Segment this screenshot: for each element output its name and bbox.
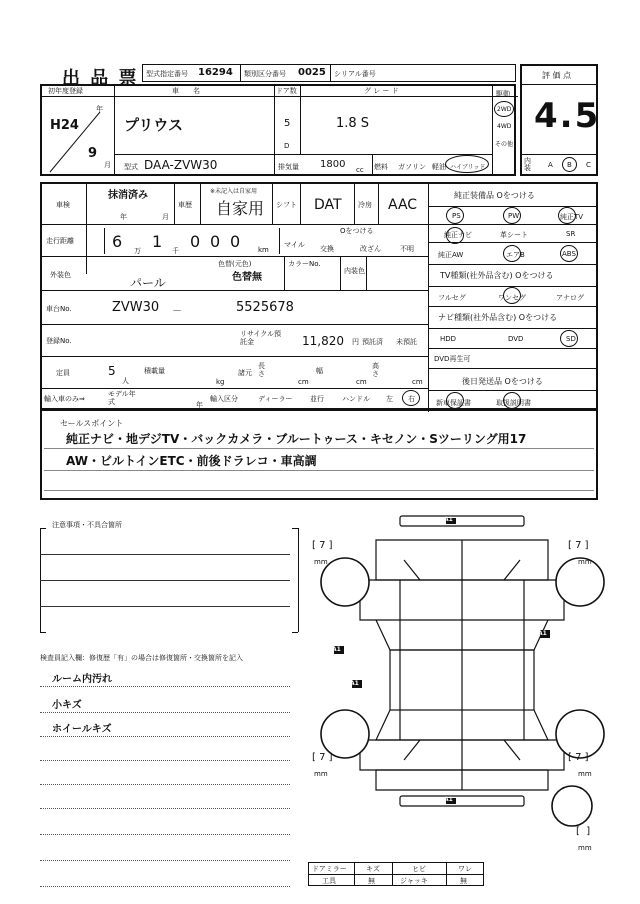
fuel-light: 軽油: [432, 163, 446, 171]
inspector-label: 検査員記入欄：修復歴「有」の場合は修復箇所・交換箇所を記入: [40, 654, 243, 662]
mile-note: Oをつける: [340, 227, 374, 235]
handle-left: 左: [386, 395, 393, 403]
first-reg-label: 初年度登録: [48, 87, 83, 95]
mileage-digit-2: 1: [152, 232, 163, 251]
equip-abs: ABS: [562, 250, 576, 258]
recycle-amount: 11,820: [302, 334, 344, 348]
mileage-unknown: 不明: [400, 245, 414, 253]
tread-rl: [ 7 ]: [312, 752, 333, 763]
equip-pw: PW: [508, 212, 520, 220]
damage-label-left-fender: A1: [332, 646, 341, 653]
drive-2wd: 2WD: [497, 106, 512, 113]
ins-month: 月: [162, 213, 169, 221]
mm-spare: mm: [578, 844, 592, 852]
mileage-digit-5: 0: [230, 232, 241, 251]
mm-fl: mm: [314, 558, 328, 566]
mileage-digit-3: 0: [190, 232, 201, 251]
model-year-unit: 年: [196, 401, 203, 409]
mm-rl: mm: [314, 770, 328, 778]
fuel-label: 燃料: [374, 163, 388, 171]
load-unit: kg: [216, 378, 225, 386]
drive-label: 駆動: [496, 90, 510, 98]
mileage-man: 万: [134, 247, 141, 255]
form-title: 出 品 票: [62, 68, 139, 89]
eval-label: 評 価 点: [542, 71, 572, 80]
damage-label-rear: A1: [444, 796, 453, 803]
year-unit: 年: [96, 105, 103, 113]
mm-rr: mm: [578, 770, 592, 778]
mileage-label: 走行距離: [46, 237, 74, 245]
inspection-value: 抹消済み: [108, 190, 148, 201]
disp-unit: cc: [356, 166, 364, 174]
width-cm: cm: [356, 378, 367, 386]
footer-mirror: ドアミラー: [312, 865, 347, 873]
color-no-label: カラーNo.: [288, 260, 321, 268]
interior-b: B: [567, 161, 572, 169]
ac-label: 冷房: [358, 201, 372, 209]
tread-fl-value: 7: [319, 540, 326, 551]
tv-full: フルセグ: [438, 294, 466, 302]
damage-label-right-door: A1: [538, 630, 547, 637]
equip-tv: 純正TV: [560, 213, 584, 221]
note-item-2: 小キズ: [52, 700, 82, 711]
equip-ps: PS: [452, 212, 461, 220]
type-number: 16294: [198, 67, 233, 78]
navi-dvd: DVD: [508, 335, 524, 343]
tread-rr-value: 7: [575, 752, 582, 763]
inspection-label: 車検: [56, 201, 70, 209]
usage-label: 車歴: [178, 201, 192, 209]
recycle-deposited: 預託済: [362, 338, 383, 346]
navi-hdd: HDD: [440, 335, 457, 343]
tread-fr: [ 7 ]: [568, 540, 589, 551]
footer-crack: ヒビ: [412, 865, 426, 873]
footer-jack: ジャッキ: [400, 877, 428, 885]
tread-rl-value: 7: [319, 752, 326, 763]
doors-value: 5: [284, 118, 291, 129]
import-label: 輸入車のみ⇒: [44, 395, 85, 403]
navi-title: ナビ種類(社外品含む) Oをつける: [438, 313, 558, 322]
ins-year: 年: [120, 213, 127, 221]
doors-label: ドア数: [276, 87, 297, 95]
tread-spare: [ ]: [576, 826, 591, 837]
car-name-label: 車 名: [172, 87, 200, 95]
load-label: 積載量: [144, 367, 165, 375]
chassis-prefix: ZVW30: [112, 300, 160, 315]
footer-jack-value: 無: [460, 877, 467, 885]
interior-c: C: [586, 161, 591, 169]
equip-title: 純正装備品 Oをつける: [454, 191, 535, 200]
reg-label: 登録No.: [46, 337, 72, 345]
mile-label: マイル: [284, 241, 305, 249]
shift-value: DAT: [314, 197, 342, 213]
damage-marks: [334, 518, 550, 804]
footer-scratch: キズ: [366, 865, 380, 873]
color-orig-label: 色替(元色): [218, 260, 252, 268]
import-parallel: 並行: [310, 395, 324, 403]
class-number: 0025: [298, 67, 326, 78]
tread-fr-value: 7: [575, 540, 582, 551]
capacity-unit: 人: [122, 377, 129, 385]
type-label: 型式指定番号: [146, 70, 188, 78]
usage-note: ※未記入は自家用: [210, 188, 258, 195]
grade-value: 1.8 S: [336, 116, 370, 131]
first-reg-year: H24: [50, 118, 79, 133]
equip-airbag: エアB: [506, 251, 525, 259]
mm-fr: mm: [578, 558, 592, 566]
len-label: 長さ: [258, 362, 265, 378]
equip-leather: 革シート: [500, 231, 528, 239]
footer-break: ワレ: [458, 865, 472, 873]
class-label: 類別区分番号: [244, 70, 286, 78]
footer-tools: 工具: [322, 877, 336, 885]
later-manual: 取扱説明書: [496, 399, 531, 407]
serial-label: シリアル番号: [334, 70, 376, 78]
tread-rr: [ 7 ]: [568, 752, 589, 763]
handle-right: 右: [408, 395, 415, 403]
recycle-not: 未預託: [396, 338, 417, 346]
later-warranty: 新車保証書: [436, 399, 471, 407]
chassis-dash: －: [172, 306, 182, 317]
dims-label: 諸元: [238, 369, 252, 377]
mileage-sen: 千: [172, 247, 179, 255]
height-label: 高さ: [372, 362, 379, 378]
mileage-digit-1: 6: [112, 232, 123, 251]
fuel-hybrid: ハイブリッド: [450, 164, 486, 171]
width-label: 幅: [316, 367, 323, 375]
handle-label: ハンドル: [342, 395, 370, 403]
mileage-digit-4: 0: [210, 232, 221, 251]
ext-color-label: 外装色: [50, 271, 71, 279]
equip-navi: 純正ナビ: [444, 231, 472, 239]
capacity-value: 5: [108, 364, 116, 378]
mileage-exchange: 交換: [320, 245, 334, 253]
car-name: プリウス: [124, 116, 183, 134]
evaluation-score: 4.5: [534, 96, 601, 136]
import-dealer: ディーラー: [258, 395, 293, 403]
later-title: 後日発送品 Oをつける: [462, 377, 543, 386]
sales-line-2: AW・ビルトインETC・前後ドラレコ・車高調: [66, 454, 317, 468]
equip-sr: SR: [566, 230, 576, 238]
shift-label: シフト: [276, 201, 297, 209]
tread-fl: [ 7 ]: [312, 540, 333, 551]
month-unit: 月: [104, 161, 111, 169]
len-cm: cm: [298, 378, 309, 386]
ac-value: AAC: [388, 197, 418, 213]
mileage-km: km: [258, 246, 269, 254]
drive-4wd: 4WD: [497, 123, 512, 130]
equip-aw: 純正AW: [438, 251, 464, 259]
tv-one: ワンセグ: [498, 294, 526, 302]
chassis-label: 車台No.: [46, 305, 72, 313]
damage-label-left-rear: A1: [350, 680, 359, 687]
tv-analog: アナログ: [556, 294, 584, 302]
sales-label: セールスポイント: [60, 419, 124, 428]
door-d: D: [284, 142, 290, 150]
int-color-label: 内装色: [344, 267, 365, 275]
color-orig-value: 色替無: [232, 272, 262, 283]
first-reg-month: 9: [88, 146, 98, 161]
ext-color-value: パール: [130, 276, 166, 290]
model-value: DAA-ZVW30: [144, 158, 218, 172]
model-label: 型式: [124, 163, 138, 171]
sales-line-1: 純正ナビ・地デジTV・バックカメラ・ブルートゥース・キセノン・Sツーリング用17: [66, 432, 527, 446]
displacement: 1800: [320, 159, 346, 170]
interior-label: 内装: [524, 157, 531, 172]
model-year-label: モデル年式: [108, 390, 136, 406]
capacity-label: 定員: [56, 369, 70, 377]
tv-title: TV種類(社外品含む) Oをつける: [440, 271, 554, 280]
import-class-label: 輸入区分: [210, 395, 238, 403]
footer-tools-value: 無: [368, 877, 375, 885]
usage-value: 自家用: [216, 199, 265, 218]
damage-label-front: A1: [444, 516, 453, 523]
disp-label: 排気量: [278, 163, 299, 171]
recycle-yen: 円: [352, 338, 359, 346]
notes-label: 注意事項・不具合箇所: [52, 521, 122, 529]
drive-other: その他: [495, 141, 514, 148]
chassis-number: 5525678: [236, 300, 294, 315]
fuel-gas: ガソリン: [398, 163, 426, 171]
recycle-label: リサイクル預託金: [240, 330, 282, 346]
height-cm: cm: [412, 378, 423, 386]
interior-a: A: [548, 161, 553, 169]
grade-label: グ レ ー ド: [364, 87, 399, 95]
mileage-modify: 改ざん: [360, 245, 381, 253]
note-item-1: ルーム内汚れ: [52, 674, 112, 685]
note-item-3: ホイールキズ: [52, 724, 112, 735]
navi-sd: SD: [566, 335, 576, 343]
dvd-playback: DVD再生可: [434, 355, 471, 363]
